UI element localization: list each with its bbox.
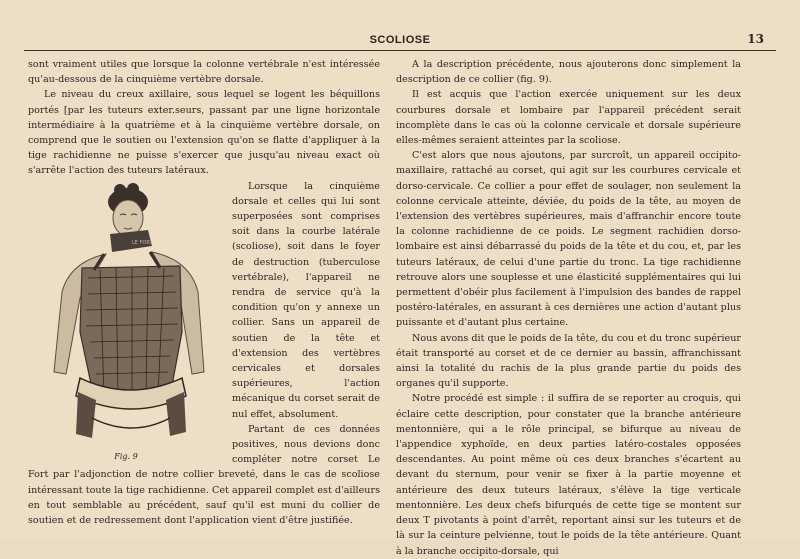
paragraph: Il est acquis que l'action exercée uniquement sur les deux courbures dorsale et lombaire par l'appareil précédent serait incomplète dans le cas où la colonne cervicale et dorsale supérieure elles-mêmes seraient atteintes par la scoliose.: [396, 89, 741, 147]
figure-illustration: [30, 182, 222, 465]
paragraph: Notre procédé est simple : il suffira de se reporter au croquis, qui éclaire cette description, pour constater que la branche antérieure mentonnière, qui a le rôle principal, se bifurque au niveau de l'appendice xyphoïde, en deux parties latéro-costales opposées descendantes. Au point même où ces deux branches s'écartent au devant du sternum, pour venir se fixer à la partie moyenne et antérieure des deux tuteurs latéraux, s'élève la tige verticale mentonnière. Les deux chefs bifurqués de cette tige se montent sur deux T pivotants à point d'arrêt, reportant ainsi sur les tuteurs et de là sur la ceinture pelvienne, tout le poids de la tête antérieure. Quant à la branche occipito-dorsale, qui: [396, 393, 741, 557]
paragraph: Lorsque la cinquième dorsale et celles qui lui sont superposées sont comprises soit dans la courbe latérale (scoliose), soit dans le foyer de destruction (tuberculose vertébrale), l'appareil ne rendra de service qu'à la condition qu'on y annexe un collier. Sans un appareil de soutien de la tête et d'extension des vertèbres cervicales et dorsales supérieures, l'action mécanique du corset serait de nul effet, absolument.: [232, 180, 380, 420]
running-title: SCOLIOSE: [369, 34, 431, 46]
paragraph: C'est alors que nous ajoutons, par surcroît, un appareil occipito-maxillaire, rattaché au corset, qui agit sur les courbures cervicale et dorso-cervicale. Ce collier a pour effet de soulager, non seulement la colonne cervicale atteinte, déviée, du poids de la tête, au moyen de l'extension des vertèbres supérieures, mais d'affranchir encore toute la colonne rachidienne de ce poids. Le segment rachidien dorso-lombaire est ainsi débarrassé du poids de la tête et du cou, et, par les tuteurs latéraux, de celui d'une partie du tronc. La tige rachidienne retrouve alors une souplesse et une élasticité supplémentaires qui lui permettent d'obéir plus facilement à l'impulsion des bandes de rappel postéro-latérales, en assurant à ces dernières une action d'autant plus puissante et d'autant plus certaine.: [396, 150, 741, 329]
paragraph: Nous avons dit que le poids de la tête, du cou et du tronc supérieur était transporté au corset et de ce dernier au bassin, affranchissant ainsi la totalité du rachis de la plus grande partie du poids des organes qu'il supporte.: [396, 332, 741, 390]
page-number: 13: [747, 32, 764, 46]
paragraph: Le niveau du creux axillaire, sous lequel se logent les béquillons portés [par les tuteurs exter.seurs, passant par une ligne horizontale intermédiaire à la quatrième et à la cinquième vertèbre dorsale, on comprend que le soutien ou l'extension qu'on se flatte d'appliquer à la tige rachidienne ne puisse s'exercer que jusqu'au niveau exact où s'arrête l'action des tuteurs latéraux.: [28, 89, 380, 177]
corset-engraving: [40, 182, 212, 448]
paragraph: Partant de ces données positives, nous devions donc compléter notre corset Le Fort par l'adjonction de notre collier breveté, dans le cas de scoliose intéressant toute la tige rachidienne. Cet appareil complet est d'ailleurs en tout semblable au précédent, sauf qu'il est muni du collier de soutien et de redressement dont l'application vient d'être justifiée.: [28, 423, 380, 527]
figure-caption: Fig. 9: [114, 452, 138, 462]
paragraph: A la description précédente, nous ajouterons donc simplement la description de ce collier (fig. 9).: [396, 59, 741, 86]
right-column: [396, 57, 741, 559]
collar-lettering: LE FORT: [132, 239, 153, 246]
left-column: [28, 57, 380, 528]
header-rule: [24, 50, 776, 51]
paragraph: sont vraiment utiles que lorsque la colonne vertébrale n'est intéressée qu'au-dessous de la cinquième vertèbre dorsale.: [28, 59, 380, 86]
